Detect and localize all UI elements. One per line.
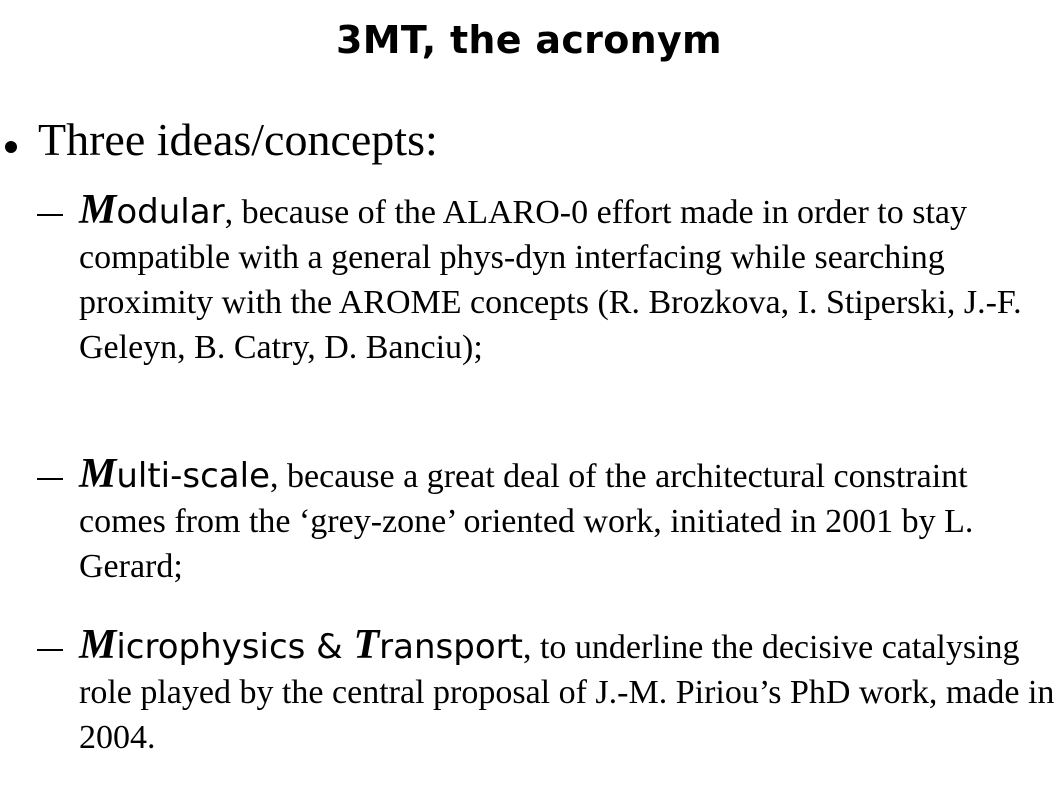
keyword-rest: odular [116, 192, 225, 232]
cap-letter: M [79, 451, 117, 497]
ampersand: & [305, 627, 354, 667]
sub-item-modular [37, 188, 1057, 370]
slide-title: 3MT, the acronym [336, 18, 722, 62]
bullet-dot-icon [5, 141, 17, 153]
item-body: , because a great deal of the architectural constraint comes from the ‘grey-zone’ oriented work, initiated in 2001 by L. Gerard; [79, 458, 974, 585]
cap-letter: M [79, 187, 117, 233]
dash-icon [37, 649, 63, 651]
sub-item-text [79, 188, 1057, 370]
keyword-rest: ulti-scale [116, 456, 271, 496]
sub-item-microphysics [37, 623, 1057, 760]
main-point: Three ideas/concepts: [38, 114, 438, 165]
dash-icon [37, 214, 63, 216]
dash-icon [37, 478, 63, 480]
sub-item-text [79, 623, 1057, 760]
sub-item-text [79, 452, 1057, 589]
sub-item-multiscale [37, 452, 1057, 589]
keyword-rest: icrophysics [116, 627, 306, 667]
cap-letter: M [79, 622, 117, 668]
item-body: , because of the ALARO-0 effort made in order to stay compatible with a general phys-dyn interfacing while searching proximity with the AROME concepts (R. Brozkova, I. Stiperski, J.-F. Geleyn, B. Catry, D. Banciu); [79, 194, 1022, 366]
item-body: , to underline the decisive catalysing role played by the central proposal of J.-M. Piriou’s PhD work, made in 2004. [79, 629, 1055, 756]
cap-letter: T [353, 622, 380, 668]
keyword-rest: ransport [379, 627, 523, 667]
